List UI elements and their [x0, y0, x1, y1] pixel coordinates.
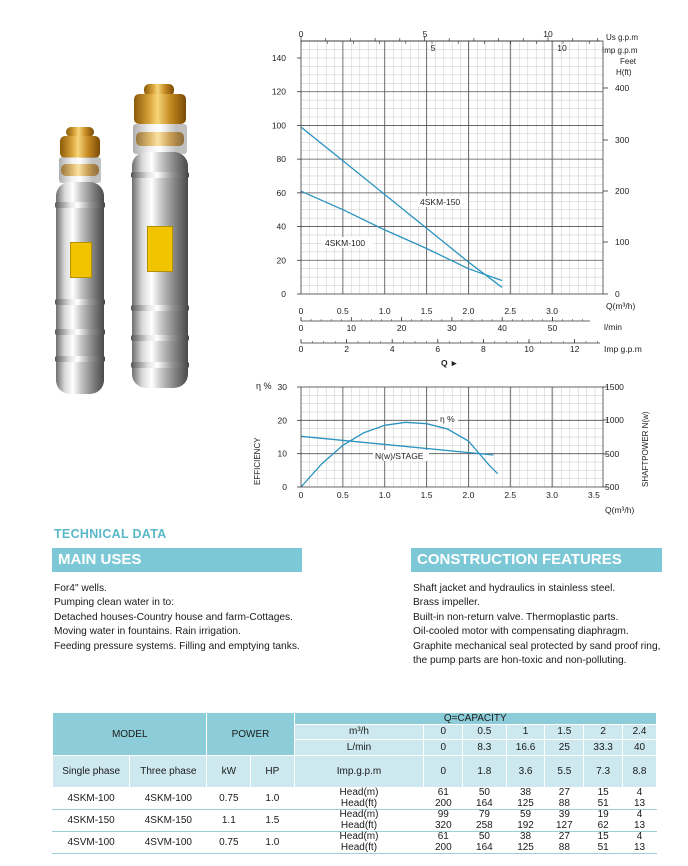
lmin-value: 25: [545, 739, 583, 755]
head-ft-value: 88: [545, 843, 584, 854]
head-ft-value: 192: [506, 821, 545, 832]
q-tick-label: 1.0: [378, 306, 391, 316]
construction-line: Shaft jacket and hydraulics in stainless steel.: [413, 583, 616, 594]
y-tick-label: 40: [276, 221, 286, 232]
construction-line: the pump parts are hon-toxic and non-polluting.: [413, 655, 627, 667]
table-row: [53, 832, 657, 843]
head-m-label: Head(m): [294, 788, 424, 799]
imp-gpm-value: 5.5: [545, 756, 584, 788]
head-m-value: 15: [584, 788, 623, 799]
efficiency-q-label: Q(m³/h): [605, 505, 635, 515]
head-m-value: 61: [424, 788, 463, 799]
imp-gpm-top-ticks: [301, 41, 589, 53]
series-label-power: N(w)/STAGE: [375, 451, 424, 461]
single-phase-model: 4SKM-100: [53, 788, 130, 810]
imp-gpm-tick-label: 0: [298, 344, 304, 354]
imp-gpm-value: 1.8: [463, 756, 506, 788]
construction-line: Built-in non-return valve. Thermoplastic parts.: [413, 611, 619, 623]
head-ft-label: Head(ft): [294, 799, 424, 810]
model-rows: [53, 788, 657, 854]
lmin-tick-label: 50: [547, 323, 558, 333]
main-uses-heading: MAIN USES: [52, 548, 302, 572]
power-header: POWER: [207, 713, 294, 756]
power-kw: 0.75: [207, 832, 251, 854]
efficiency-q-tick-label: 2.0: [462, 490, 475, 500]
head-ft-label: Head(ft): [294, 843, 424, 854]
q-tick-label: 3.0: [546, 306, 559, 316]
power-hp: 1.0: [251, 788, 294, 810]
head-m-label: Head(m): [294, 832, 424, 843]
head-ft-value: 13: [623, 821, 657, 832]
shaftpower-title: SHAFTPOWER N(w): [641, 411, 650, 487]
main-uses-list: [54, 582, 300, 654]
efficiency-tick-label: 20: [277, 415, 287, 426]
main-uses-line: Detached houses-Country house and farm-Cottages.: [54, 611, 293, 623]
efficiency-q-tick-label: 0: [298, 490, 304, 500]
y-right-tick-label: 300: [615, 135, 630, 145]
unit-m3h: m³/h: [348, 726, 369, 737]
capacity-values-col: [584, 725, 623, 756]
main-uses-line: Feeding pressure systems. Filling and emptying tanks.: [54, 640, 300, 652]
imp-gpm-header: Imp.g.p.m: [294, 756, 424, 788]
efficiency-tick-label: 10: [277, 448, 287, 459]
efficiency-q-tick-label: 0.5: [336, 490, 349, 500]
lmin-tick-label: 20: [396, 323, 407, 333]
head-ft-value: 13: [623, 843, 657, 854]
head-chart-grid: [301, 41, 603, 294]
us-gpm-ticks: [299, 29, 598, 41]
q-tick-label: 2.5: [504, 306, 517, 316]
imp-gpm-value: 8.8: [623, 756, 657, 788]
construction-features-heading: CONSTRUCTION FEATURES: [411, 548, 662, 572]
capacity-values-col: [424, 725, 463, 756]
m3h-value: 1.5: [557, 726, 572, 737]
main-uses-line: Pumping clean water in to:: [54, 597, 175, 609]
y-tick-label: 80: [276, 154, 286, 165]
imp-gpm-ticks: [299, 339, 598, 354]
head-m-value: 4: [623, 788, 657, 799]
feet-label: Feet: [620, 57, 637, 66]
imp-gpm-top-label: Imp g.p.m: [602, 46, 638, 55]
m3h-value: 0: [440, 726, 447, 737]
series-label-4skm-100: 4SKM-100: [325, 238, 366, 248]
efficiency-tick-label: 0: [282, 482, 287, 492]
m3h-value: 2: [600, 726, 606, 737]
imp-gpm-top-tick-label: 5: [430, 43, 436, 53]
head-ft-value: 127: [545, 821, 584, 832]
head-ft-value: 125: [506, 799, 545, 810]
head-m-value: 61: [424, 832, 463, 843]
head-ft-value: 164: [463, 799, 506, 810]
head-ft-value: 88: [545, 799, 584, 810]
q-tick-label: 0.5: [336, 306, 349, 316]
head-ft-value: 62: [584, 821, 623, 832]
unit-lmin: L/min: [295, 739, 424, 755]
imp-gpm-top-tick-label: 10: [557, 43, 567, 53]
q-tick-label: 2.0: [462, 306, 475, 316]
head-ft-value: 51: [584, 843, 623, 854]
shaftpower-ticks: [603, 382, 624, 492]
construction-line: Brass impeller.: [413, 597, 480, 609]
shaftpower-tick-label: 1500: [605, 382, 624, 392]
head-m-value: 38: [506, 832, 545, 843]
construction-line: Graphite mechanical seal protected by sand proof ring,: [413, 640, 661, 652]
technical-data-table: [52, 712, 657, 854]
efficiency-q-tick-label: 1.5: [420, 490, 433, 500]
imp-gpm-tick-label: 12: [569, 344, 580, 354]
head-capacity-chart: [0, 0, 688, 375]
m3h-value: 1: [522, 726, 529, 737]
power-hp: 1.0: [251, 832, 294, 854]
lmin-value: 16.6: [507, 739, 545, 755]
single-phase-model: 4SKM-150: [53, 810, 130, 832]
head-m-value: 50: [463, 788, 506, 799]
three-phase-header: Three phase: [130, 756, 207, 788]
lmin-ticks: [299, 317, 583, 333]
y-tick-label: 100: [271, 120, 286, 131]
series-label-efficiency: η %: [440, 414, 455, 424]
series-label-4skm-150: 4SKM-150: [420, 197, 461, 207]
technical-data-heading: TECHNICAL DATA: [54, 527, 167, 541]
efficiency-chart-grid: [301, 387, 603, 487]
us-gpm-tick-label: 0: [298, 29, 304, 39]
m3h-value: 0.5: [477, 726, 492, 737]
y-tick-label: 20: [276, 255, 286, 266]
efficiency-q-tick-label: 2.5: [504, 490, 517, 500]
kw-header: kW: [207, 756, 251, 788]
head-m-label: Head(m): [294, 810, 424, 821]
lmin-tick-label: 10: [346, 323, 357, 333]
head-m-value: 99: [424, 810, 463, 821]
head-ft-value: 320: [424, 821, 463, 832]
y-tick-label: 120: [271, 86, 286, 97]
q-tick-label: 1.5: [420, 306, 433, 316]
y-right-tick-label: 400: [615, 83, 630, 93]
head-ft-value: 200: [424, 843, 463, 854]
head-ft-value: 13: [623, 799, 657, 810]
capacity-values-col: [545, 725, 584, 756]
power-kw: 0.75: [207, 788, 251, 810]
model-header: MODEL: [53, 713, 207, 756]
lmin-label: l/min: [604, 322, 622, 332]
imp-gpm-label: Imp g.p.m: [604, 344, 642, 354]
series-line-4skm-150: [301, 127, 502, 287]
head-ft-value: 200: [424, 799, 463, 810]
efficiency-ticks: [278, 382, 301, 492]
construction-line: Oil-cooled motor with compensating diaphragm.: [413, 626, 629, 638]
capacity-values-col: [506, 725, 545, 756]
head-chart-curves: [301, 127, 502, 287]
us-gpm-label: Us g.p.m: [606, 33, 639, 42]
q-arrow-label: Q ►: [441, 358, 459, 368]
construction-features-list: [413, 582, 660, 668]
head-m-value: 4: [623, 832, 657, 843]
unit-m3h-cell: [294, 725, 424, 756]
y-tick-label: 0: [281, 289, 286, 299]
lmin-value: 8.3: [463, 739, 505, 755]
imp-gpm-tick-label: 2: [344, 344, 349, 354]
head-m-value: 4: [623, 810, 657, 821]
head-m-value: 15: [584, 832, 623, 843]
single-phase-model: 4SVM-100: [53, 832, 130, 854]
head-m-value: 27: [545, 788, 584, 799]
shaftpower-tick-label: 500: [605, 482, 620, 492]
q-m3h-label: Q(m³/h): [606, 301, 636, 311]
hft-label: H(ft): [616, 68, 632, 77]
three-phase-model: 4SKM-150: [130, 810, 207, 832]
imp-gpm-tick-label: 10: [524, 344, 534, 354]
head-m-value: 38: [506, 788, 545, 799]
shaftpower-tick-label: 1000: [605, 415, 624, 425]
q-m3h-ticks: [299, 306, 559, 316]
single-phase-header: Single phase: [53, 756, 130, 788]
head-m-value: 59: [506, 810, 545, 821]
imp-gpm-tick-label: 8: [481, 344, 486, 354]
hp-header: HP: [251, 756, 294, 788]
capacity-values-col: [463, 725, 506, 756]
imp-gpm-value: 0: [424, 756, 463, 788]
lmin-tick-label: 40: [497, 323, 507, 333]
head-ft-label: Head(ft): [294, 821, 424, 832]
main-uses-line: Moving water in fountains. Rain irrigation.: [54, 626, 241, 638]
m3h-value: 2.4: [632, 726, 647, 737]
efficiency-title: EFFICIENCY: [253, 437, 262, 485]
head-ft-ticks: [603, 83, 629, 299]
three-phase-model: 4SVM-100: [130, 832, 207, 854]
efficiency-q-tick-label: 3.5: [588, 490, 600, 500]
efficiency-q-tick-label: 1.0: [378, 490, 391, 500]
head-m-value: 39: [545, 810, 584, 821]
head-ft-value: 258: [463, 821, 506, 832]
capacity-header: Q=CAPACITY: [294, 713, 656, 725]
y-right-tick-label: 200: [615, 186, 630, 196]
q-tick-label: 0: [298, 306, 304, 316]
head-m-value: 27: [545, 832, 584, 843]
three-phase-model: 4SKM-100: [130, 788, 207, 810]
head-ft-value: 164: [463, 843, 506, 854]
lmin-value: 33.3: [584, 739, 622, 755]
lmin-value: 0: [424, 739, 462, 755]
power-kw: 1.1: [207, 810, 251, 832]
power-hp: 1.5: [251, 810, 294, 832]
imp-gpm-value: 3.6: [506, 756, 545, 788]
head-m-value: 50: [463, 832, 506, 843]
us-gpm-tick-label: 10: [543, 29, 553, 39]
y-tick-label: 60: [276, 187, 286, 198]
imp-gpm-tick-label: 4: [389, 344, 395, 354]
table-row: [53, 788, 657, 799]
head-m-value: 19: [584, 810, 623, 821]
us-gpm-tick-label: 5: [422, 29, 428, 39]
table-row: [53, 810, 657, 821]
efficiency-unit: η %: [256, 381, 272, 391]
efficiency-q-tick-label: 3.0: [546, 490, 559, 500]
efficiency-chart: [0, 375, 688, 525]
head-m-ticks: [272, 53, 301, 299]
y-tick-label: 140: [271, 53, 286, 63]
head-ft-value: 125: [506, 843, 545, 854]
efficiency-q-ticks: [299, 490, 600, 500]
series-line-4skm-100: [301, 191, 502, 280]
shaftpower-tick-label: 500: [605, 449, 620, 459]
lmin-value: 40: [623, 739, 656, 755]
imp-gpm-value: 7.3: [584, 756, 623, 788]
lmin-tick-label: 30: [447, 323, 457, 333]
efficiency-tick-label: 30: [277, 382, 287, 392]
y-right-tick-label: 0: [615, 289, 620, 299]
imp-gpm-tick-label: 6: [435, 344, 441, 354]
capacity-values-col: [623, 725, 657, 756]
head-m-value: 79: [463, 810, 506, 821]
head-ft-value: 51: [584, 799, 623, 810]
y-right-tick-label: 100: [615, 237, 630, 247]
lmin-tick-label: 0: [298, 323, 304, 333]
main-uses-line: For4" wells.: [54, 583, 107, 594]
